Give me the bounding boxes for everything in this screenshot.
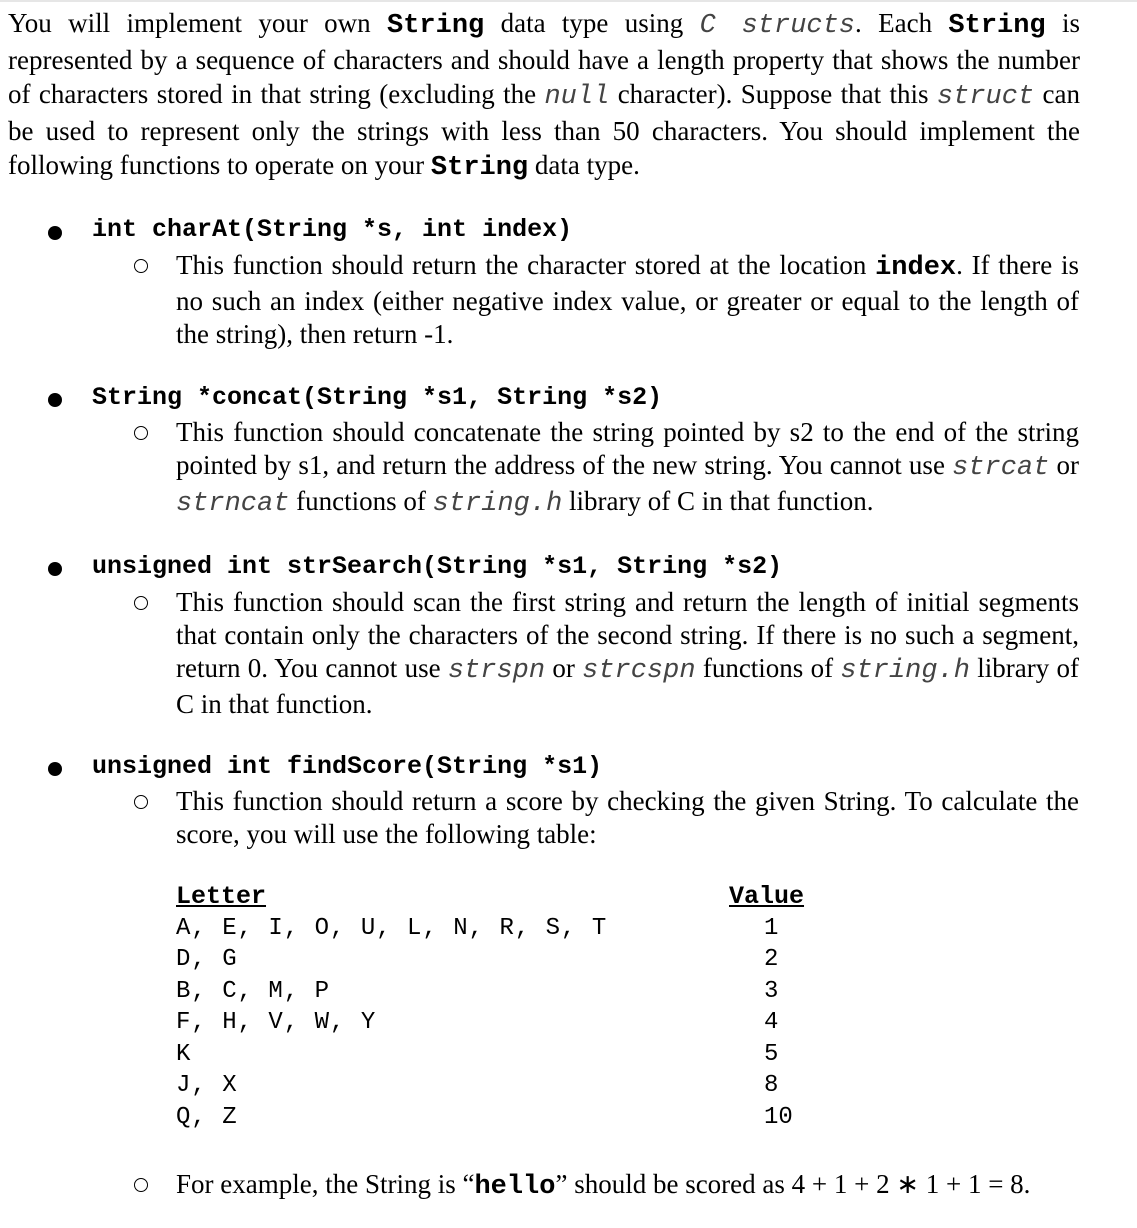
concat-description: This function should concatenate the string pointed by s2 to the end of the string pointed by s1, and return the address of the new string. You cannot use strcat or strncat functions of string.h library of C in that function. — [176, 417, 1079, 519]
strsearch-description: This function should scan the first string and return the length of initial segments that contain only the characters of the second string. If there is no such a segment, return 0. You cannot use strspn or strcspn functions of string.h library of C in that function. — [176, 587, 1079, 719]
sub-bullet-icon — [134, 426, 148, 440]
findscore-example: For example, the String is “hello” should be scored as 4 + 1 + 2 ∗ 1 + 1 = 8. — [176, 1169, 1031, 1202]
charat-description: This function should return the character stored at the location index. If there is no such an index (either negative index value, or greater or equal to the length of the string), then return -1. — [176, 250, 1080, 349]
sub-bullet-icon — [134, 795, 148, 809]
sub-bullet-icon — [134, 596, 148, 610]
table-header-value: Value — [729, 882, 805, 911]
sub-bullet-icon — [134, 259, 148, 273]
charat-signature: int charAt(String *s, int index) — [92, 215, 573, 244]
concat-signature: String *concat(String *s1, String *s2) — [92, 383, 663, 412]
bullet-icon — [48, 393, 62, 407]
table-row: D, G 2 — [176, 946, 779, 973]
table-row: K 5 — [176, 1041, 779, 1068]
findscore-signature: unsigned int findScore(String *s1) — [92, 752, 603, 781]
bullet-icon — [48, 226, 62, 240]
bullet-icon — [48, 762, 62, 776]
table-row: A, E, I, O, U, L, N, R, S, T 1 — [176, 915, 779, 942]
findscore-description: This function should return a score by checking the given String. To calculate the score, you will use the following table: — [176, 786, 1079, 849]
table-row: J, X 8 — [176, 1072, 779, 1099]
table-row: F, H, V, W, Y 4 — [176, 1009, 779, 1036]
intro-paragraph: You will implement your own String data type using C structs. Each String is represented by a sequence of characters and should have a length property that shows the number of characters stored in that string (excluding the null character). Suppose that this struct can be used to represent only the strings with less than 50 characters. You should implement the following functions to operate on your String data type. — [8, 8, 1081, 183]
table-header-letter: Letter — [176, 882, 267, 911]
strsearch-signature: unsigned int strSearch(String *s1, String *s2) — [92, 552, 783, 581]
sub-bullet-icon — [134, 1178, 148, 1192]
bullet-icon — [48, 562, 62, 576]
top-divider — [0, 0, 1137, 2]
table-row: Q, Z 10 — [176, 1104, 793, 1131]
table-row: B, C, M, P 3 — [176, 978, 779, 1005]
